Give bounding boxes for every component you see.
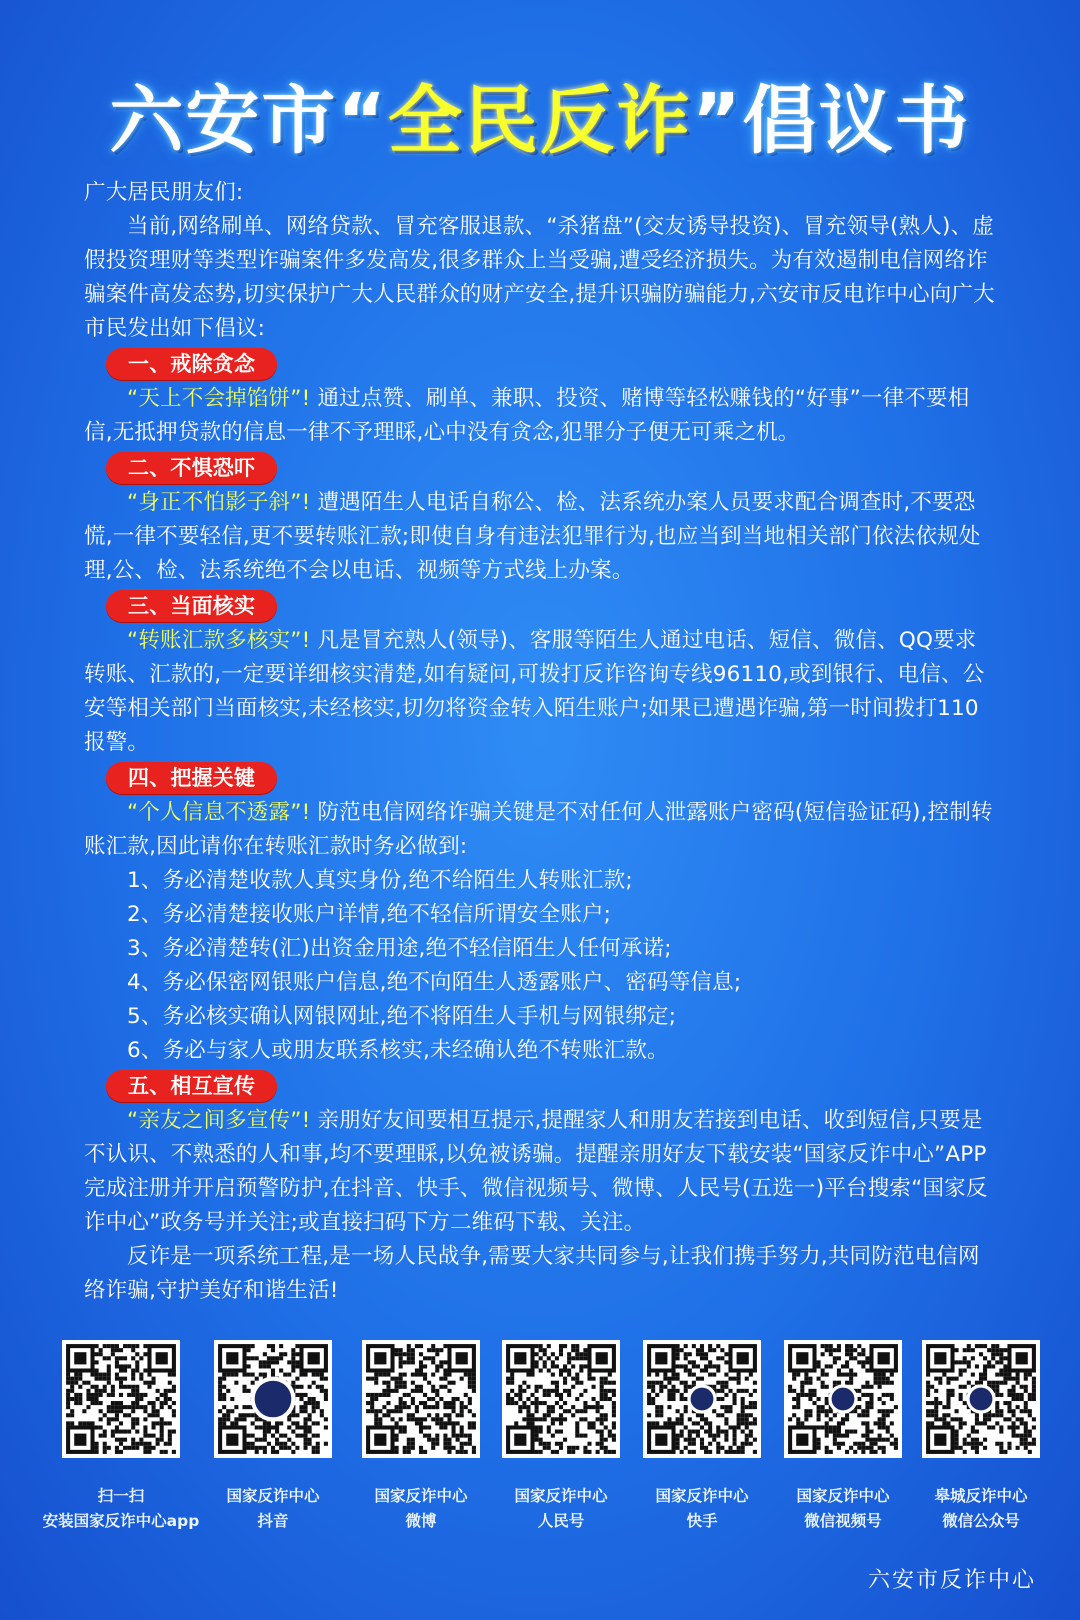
section-badge-5: 五、相互宣传 (106, 1070, 277, 1102)
section-5-body: 亲朋好友间要相互提示,提醒家人和朋友若接到电话、收到短信,只要是不认识、不熟悉的人和事,均不要理睬,以免被诱骗。提醒亲朋好友下载安装“国家反诈中心”APP完成注册并开启预警防护,在抖音、快手、微信视频号、微博、人民号(五选一)平台搜索“国家反诈中心”政务号并关注;或直接扫码下方二维码下载、关注。 (84, 1108, 988, 1235)
title-quote-close: ” (692, 78, 743, 164)
section-4-text (84, 796, 996, 864)
qr-caption-line1: 扫一扫 (97, 1487, 145, 1505)
proposal-body (84, 176, 996, 1308)
qr-caption-line1: 国家反诈中心 (514, 1487, 608, 1505)
qr-caption-line1: 国家反诈中心 (796, 1487, 890, 1505)
closing-paragraph: 反诈是一项系统工程,是一场人民战争,需要大家共同参与,让我们携手努力,共同防范电信网络诈骗,守护美好和谐生活! (84, 1244, 980, 1303)
qr-caption-line2: 抖音 (257, 1512, 289, 1530)
section-1-text (84, 382, 996, 450)
signature: 六安市反诈中心 (867, 1568, 1036, 1593)
section-4-slogan: “个人信息不透露”! (127, 800, 311, 825)
section-5-text (84, 1104, 996, 1240)
list-item: 1、务必清楚收款人真实身份,绝不给陌生人转账汇款; (127, 868, 633, 893)
qr-code-icon[interactable] (784, 1340, 902, 1458)
list-item: 6、务必与家人或朋友联系核实,未经确认绝不转账汇款。 (127, 1038, 669, 1063)
qr-code-icon[interactable] (62, 1340, 180, 1458)
intro-paragraph: 当前,网络刷单、网络贷款、冒充客服退款、“杀猪盘”(交友诱导投资)、冒充领导(熟人)、虚假投资理财等类型诈骗案件多发高发,很多群众上当受骗,遭受经济损失。为有效遏制电信网络诈骗案件高发态势,切实保护广大人民群众的财产安全,提升识骗防骗能力,六安市反电诈中心向广大市民发出如下倡议: (84, 214, 995, 341)
qr-code-icon[interactable] (502, 1340, 620, 1458)
list-item: 4、务必保密网银账户信息,绝不向陌生人透露账户、密码等信息; (127, 970, 742, 995)
section-1-body: 通过点赞、刷单、兼职、投资、赌博等轻松赚钱的“好事”一律不要相信,无抵押贷款的信息一律不予理睬,心中没有贪念,犯罪分子便无可乘之机。 (84, 386, 970, 445)
greeting: 广大居民朋友们: (84, 180, 244, 205)
qr-caption-line2: 微博 (405, 1512, 437, 1530)
qr-code-icon[interactable] (643, 1340, 761, 1458)
section-badge-4: 四、把握关键 (106, 762, 277, 794)
qr-code-row (0, 1340, 1080, 1540)
section-badge-2: 二、不惧恐吓 (106, 452, 277, 484)
section-2-body: 遭遇陌生人电话自称公、检、法系统办案人员要求配合调查时,不要恐慌,一律不要轻信,更不要转账汇款;即使自身有违法犯罪行为,也应当到当地相关部门依法依规处理,公、检、法系统绝不会以电话、视频等方式线上办案。 (84, 490, 981, 583)
poster-title (0, 62, 1080, 168)
qr-code-icon[interactable] (922, 1340, 1040, 1458)
section-badge-1: 一、戒除贪念 (106, 348, 277, 380)
section-3-slogan: “转账汇款多核实”! (127, 628, 311, 653)
list-item: 5、务必核实确认网银网址,绝不将陌生人手机与网银绑定; (127, 1004, 677, 1029)
qr-caption-line1: 国家反诈中心 (226, 1487, 320, 1505)
qr-caption-line2: 人民号 (537, 1512, 585, 1530)
qr-caption-line2: 微信公众号 (942, 1512, 1020, 1530)
list-item: 2、务必清楚接收账户详情,绝不轻信所谓安全账户; (127, 902, 612, 927)
section-2-slogan: “身正不怕影子斜”! (127, 490, 311, 515)
section-4-body: 防范电信网络诈骗关键是不对任何人泄露账户密码(短信验证码),控制转账汇款,因此请你在转账汇款时务必做到: (84, 800, 993, 859)
title-part2: 倡议书 (742, 78, 971, 164)
title-highlight: 全民反诈 (388, 78, 692, 164)
section-1-slogan: “天上不会掉馅饼”! (127, 386, 311, 411)
qr-caption-line2: 快手 (686, 1512, 718, 1530)
qr-caption-line1: 国家反诈中心 (655, 1487, 749, 1505)
section-3-body: 凡是冒充熟人(领导)、客服等陌生人通过电话、短信、微信、QQ要求转账、汇款的,一定要详细核实清楚,如有疑问,可拨打反诈咨询专线96110,或到银行、电信、公安等相关部门当面核实,未经核实,切勿将资金转入陌生账户;如果已遭遇诈骗,第一时间拨打110报警。 (84, 628, 985, 755)
section-badge-3: 三、当面核实 (106, 590, 277, 622)
qr-caption-line1: 国家反诈中心 (374, 1487, 468, 1505)
list-item: 3、务必清楚转(汇)出资金用途,绝不轻信陌生人任何承诺; (127, 936, 672, 961)
qr-code-icon[interactable] (362, 1340, 480, 1458)
qr-caption-line2: 安装国家反诈中心app (42, 1512, 200, 1530)
douyin-qr-icon[interactable] (214, 1340, 332, 1458)
title-part1: 六安市 (109, 78, 338, 164)
qr-caption (886, 1484, 1076, 1534)
section-2-text (84, 486, 996, 588)
qr-caption-line1: 皋城反诈中心 (934, 1487, 1028, 1505)
section-3-text (84, 624, 996, 760)
qr-caption-line2: 微信视频号 (804, 1512, 882, 1530)
section-5-slogan: “亲友之间多宣传”! (127, 1108, 311, 1133)
title-quote-open: “ (337, 78, 388, 164)
